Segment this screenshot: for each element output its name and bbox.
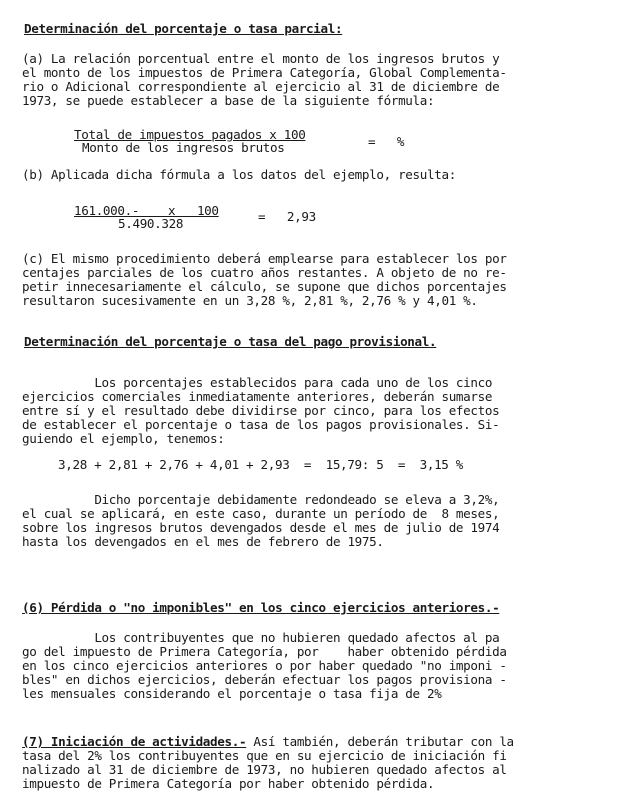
section-6-line-3: en los cinco ejercicios anteriores o por haber quedado "no imponi - [22, 658, 507, 673]
example-numerator: 161.000.- x 100 [74, 203, 219, 218]
paragraph-c-line-2: centajes parciales de los cuatro años restantes. A objeto de no re- [22, 265, 507, 280]
sum-equation: 3,28 + 2,81 + 2,76 + 4,01 + 2,93 = 15,79: 5 = 3,15 % [58, 457, 463, 472]
formula-denominator: Monto de los ingresos brutos [82, 140, 285, 155]
section-6-heading-text: (6) Pérdida o "no imponibles" en los cinco ejercicios anteriores.- [22, 600, 500, 615]
paragraph-b: (b) Aplicada dicha fórmula a los datos del ejemplo, resulta: [22, 167, 456, 182]
paragraph-a-line-2: el monto de los impuestos de Primera Categoría, Global Complementa- [22, 65, 507, 80]
paragraph-a-line-3: rio o Adicional correspondiente al ejercicio al 31 de diciembre de [22, 79, 500, 94]
provisional-paragraph-2-line-4: hasta los devengados en el mes de febrero de 1975. [22, 534, 384, 549]
section-7-line-3: nalizado al 31 de diciembre de 1973, no hubieren quedado afectos al [22, 762, 507, 777]
provisional-paragraph-2-line-3: sobre los ingresos brutos devengados desde el mes de julio de 1974 [22, 520, 500, 535]
example-denominator: 5.490.328 [118, 216, 184, 231]
section-heading-partial-rate: Determinación del porcentaje o tasa parcial: [24, 21, 343, 36]
section-7-line-4: impuesto de Primera Categoría por haber obtenido pérdida. [22, 776, 435, 791]
provisional-paragraph-2-line-1: Dicho porcentaje debidamente redondeado se eleva a 3,2%, [22, 492, 500, 507]
section-7-line-1 [22, 735, 514, 749]
section-heading-provisional-rate: Determinación del porcentaje o tasa del pago provisional. [24, 334, 437, 349]
paragraph-c-line-3: petir innecesariamente el cálculo, se supone que dichos porcentajes [22, 279, 507, 294]
provisional-paragraph-1-line-1: Los porcentajes establecidos para cada uno de los cinco [22, 375, 493, 390]
provisional-paragraph-2-line-2: el cual se aplicará, en este caso, durante un período de 8 meses, [22, 506, 500, 521]
formula-numerator: Total de impuestos pagados x 100 [74, 127, 306, 142]
provisional-paragraph-1-line-3: entre sí y el resultado debe dividirse por cinco, para los efectos [22, 403, 500, 418]
section-7-line-1-text: Así también, deberán tributar con la [246, 734, 514, 749]
provisional-paragraph-1-line-5: guiendo el ejemplo, tenemos: [22, 431, 225, 446]
formula-result: = % [368, 134, 405, 149]
provisional-paragraph-1-line-2: ejercicios comerciales inmediatamente anteriores, deberán sumarse [22, 389, 493, 404]
provisional-paragraph-1-line-4: de establecer el porcentaje o tasa de los pagos provisionales. Si- [22, 417, 500, 432]
paragraph-c-line-4: resultaron sucesivamente en un 3,28 %, 2,81 %, 2,76 % y 4,01 %. [22, 293, 478, 308]
paragraph-a-line-1: (a) La relación porcentual entre el monto de los ingresos brutos y [22, 51, 500, 66]
section-6-line-1: Los contribuyentes que no hubieren quedado afectos al pa [22, 630, 500, 645]
section-heading-losses [22, 601, 499, 615]
section-6-line-5: les mensuales considerando el porcentaje o tasa fija de 2% [22, 686, 442, 701]
section-heading-start-of-activities: (7) Iniciación de actividades.- [22, 734, 247, 749]
section-7-line-2: tasa del 2% los contribuyentes que en su ejercicio de iniciación fi [22, 748, 507, 763]
example-result: = 2,93 [258, 209, 316, 224]
paragraph-c-line-1: (c) El mismo procedimiento deberá emplearse para establecer los por [22, 251, 507, 266]
section-6-line-2: go del impuesto de Primera Categoría, por haber obtenido pérdida [22, 644, 507, 659]
paragraph-a-line-4: 1973, se puede establecer a base de la siguiente fórmula: [22, 93, 435, 108]
section-6-line-4: bles" en dichos ejercicios, deberán efectuar los pagos provisiona - [22, 672, 507, 687]
